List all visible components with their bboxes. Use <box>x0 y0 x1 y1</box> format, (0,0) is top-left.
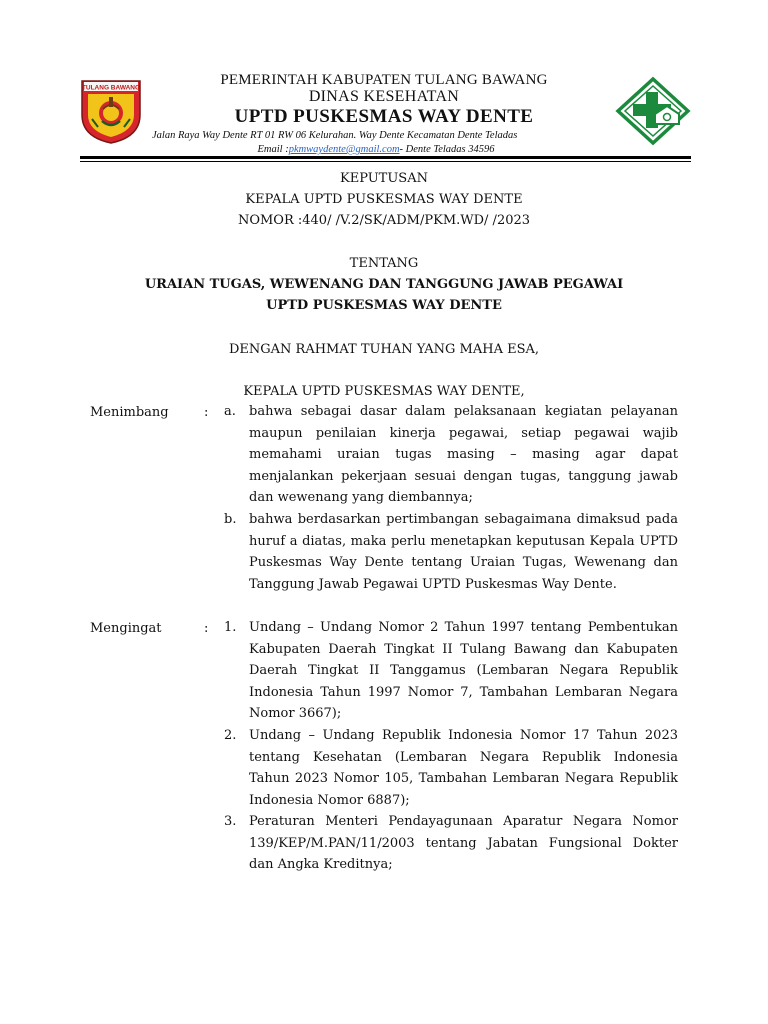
item-number: 2. <box>224 728 237 743</box>
decree-number: NOMOR :440/ /V.2/SK/ADM/PKM.WD/ /2023 <box>237 213 531 228</box>
email-label: Email : <box>257 144 289 155</box>
mengingat-item-3 <box>224 811 678 876</box>
department-name: DINAS KESEHATAN <box>308 88 460 105</box>
header-rule-thick <box>80 156 691 159</box>
mengingat-item-2 <box>224 725 678 811</box>
item-number: a. <box>224 404 236 419</box>
item-text: bahwa sebagai dasar dalam pelaksanaan kegiatan pelayanan maupun penilaian kinerja pegawai, setiap pegawai wajib memahami uraian tugas masing – masing agar dapat menjalankan pekerjaan sesuai dengan tugas, tanggung jawab dan wewenang yang diembannya; <box>249 404 678 506</box>
item-text: Undang – Undang Republik Indonesia Nomor 17 Tahun 2023 tentang Kesehatan (Lembaran Negara Republik Indonesia Tahun 2023 Nomor 105, Tambahan Lembaran Negara Republik Indonesia Nomor 6887); <box>249 728 678 808</box>
decree-heading: KEPUTUSAN <box>340 171 428 186</box>
menimbang-item-a <box>224 401 678 509</box>
invocation: DENGAN RAHMAT TUHAN YANG MAHA ESA, <box>228 342 540 357</box>
item-text: Undang – Undang Nomor 2 Tahun 1997 tentang Pembentukan Kabupaten Daerah Tingkat II Tulang Bawang dan Kabupaten Daerah Tingkat II Tanggamus (Lembaran Negara Republik Indonesia Tahun 1997 Nomor 7, Tambahan Lembaran Negara Nomor 3667); <box>249 620 678 722</box>
item-number: 1. <box>224 620 237 635</box>
postal-info: - Dente Teladas 34596 <box>399 144 495 155</box>
contact-line <box>152 143 600 157</box>
menimbang-label: Menimbang <box>90 405 169 420</box>
mengingat-item-1 <box>224 617 678 725</box>
mengingat-colon: : <box>204 621 209 636</box>
email-link[interactable]: pkmwaydente@gmail.com <box>288 144 400 155</box>
menimbang-colon: : <box>204 405 209 420</box>
item-text: bahwa berdasarkan pertimbangan sebagaimana dimaksud pada huruf a diatas, maka perlu menetapkan keputusan Kepala UPTD Puskesmas Way Dente tentang Uraian Tugas, Wewenang dan Tanggung Jawab Pegawai UPTD Puskesmas Way Dente. <box>249 512 678 592</box>
mengingat-label: Mengingat <box>90 621 162 636</box>
header-rule-thin <box>80 161 691 162</box>
address-line: Jalan Raya Way Dente RT 01 RW 06 Kelurahan. Way Dente Kecamatan Dente Teladas <box>152 130 518 141</box>
tentang-label: TENTANG <box>349 256 419 271</box>
svg-text:TULANG BAWANG: TULANG BAWANG <box>81 84 141 92</box>
issuer-preamble: KEPALA UPTD PUSKESMAS WAY DENTE, <box>243 384 525 399</box>
address-block <box>152 129 600 157</box>
item-number: b. <box>224 512 237 527</box>
decree-subject-line1: URAIAN TUGAS, WEWENANG DAN TANGGUNG JAWAB PEGAWAI <box>144 277 624 292</box>
government-name: PEMERINTAH KABUPATEN TULANG BAWANG <box>220 72 548 88</box>
item-number: 3. <box>224 814 237 829</box>
menimbang-item-b <box>224 509 678 595</box>
decree-issuer: KEPALA UPTD PUSKESMAS WAY DENTE <box>245 192 523 207</box>
decree-subject-line2: UPTD PUSKESMAS WAY DENTE <box>266 298 502 313</box>
institution-name: UPTD PUSKESMAS WAY DENTE <box>234 106 534 127</box>
item-text: Peraturan Menteri Pendayagunaan Aparatur Negara Nomor 139/KEP/M.PAN/11/2003 tentang Jabatan Fungsional Dokter dan Angka Kreditnya; <box>249 814 678 873</box>
